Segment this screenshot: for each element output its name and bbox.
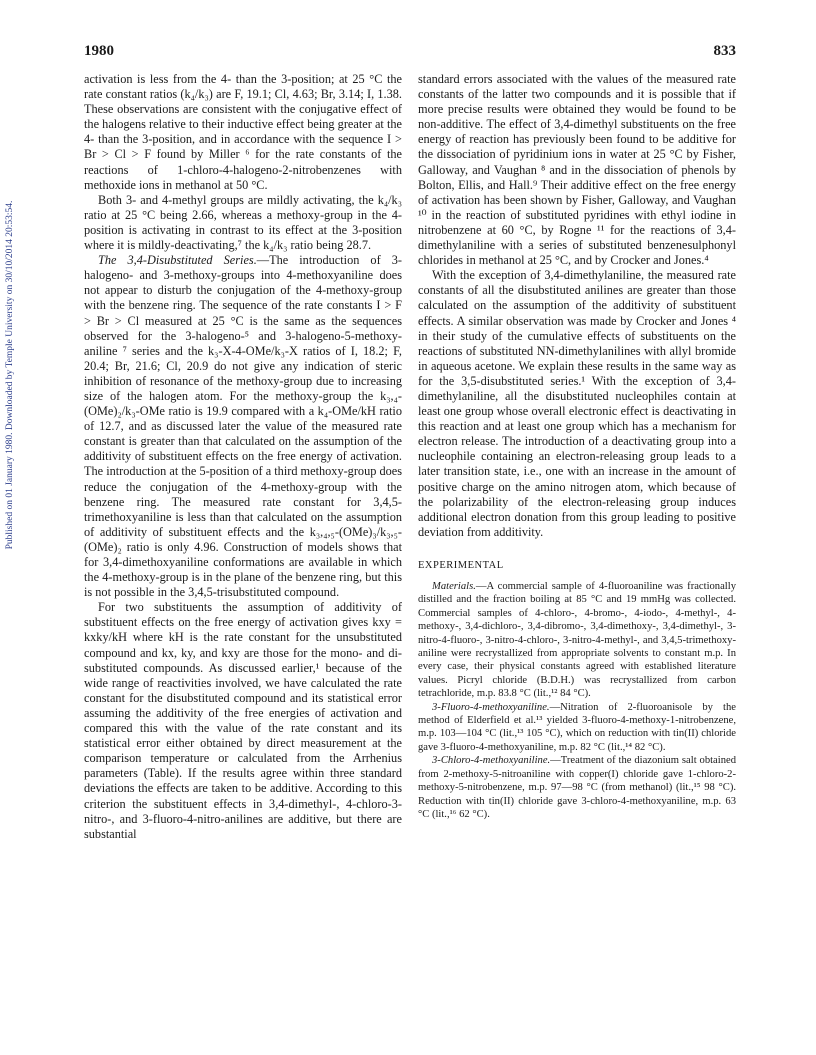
chloro-methoxyaniline-body: —Treatment of the diazonium salt obtained from 2-methoxy-5-nitroaniline with copper(I) chloride gave 1-chloro-2-methoxy-5-nitrobenzene, m.p. 97—98 °C (from methanol) (lit.,¹⁵ 98 °C). Reduction with tin(II) chloride gave 3-chloro-4-methoxyaniline, m.p. 63 °C (lit.,¹⁶ 62 °C).: [418, 755, 736, 820]
section-heading-disubstituted: The 3,4-Disubstituted Series.: [98, 253, 257, 268]
chloro-methoxyaniline-paragraph: [418, 754, 736, 821]
left-paragraph-3: [84, 253, 402, 600]
right-paragraph-2: With the exception of 3,4-dimethylaniline, the measured rate constants of all the disubstituted anilines are greater than those calculated on the assumption of the additivity of substituent effects. A similar observation was made by Crocker and Jones ⁴ in their study of the cumulative effects of substituents on the reactions of substituted NN-dimethylanilines with allyl bromide in aqueous acetone. We explain these results in the same way as for the 3,5-disubstituted series.¹ With the exception of 3,4-dimethylaniline, all the disubstituted nucleophiles contain at least one group whose overall electronic effect is deactivating in this reaction and at least one group which has a mechanism for electron release. The introduction of a deactivating group into a nucleophile containing an electron-releasing group leads to a later transition state, i.e., one with an increase in the amount of positive charge on the amino nitrogen atom, which because of the polarizability of the electron-releasing group induces additional electron donation from this group leading to positive deviation from additivity.: [418, 268, 736, 539]
materials-body: —A commercial sample of 4-fluoroaniline was fractionally distilled and the fraction boiling at 85 °C and 19 mmHg was collected. Commercial samples of 4-chloro-, 4-bromo-, 4-iodo-, 4-methyl-, 4-methoxy-, 3,4-dichloro-, 3,4-dibromo-, 3,4-dimethoxy-, 3,4-dimethyl-, 3-nitro-4-fluoro-, 3-nitro-4-chloro-, 3-nitro-4-methyl-, and 3,4,5-trimethoxy-aniline were recrystallized from appropriate solvents to constant m.p. In every case, their physical constants agreed with established literature values. Picryl chloride (B.D.H.) was recrystallized from carbon tetrachloride, m.p. 83.8 °C (lit.,¹² 84 °C).: [418, 581, 736, 700]
running-header-year: 1980: [84, 43, 114, 59]
materials-heading: Materials.: [432, 581, 476, 592]
left-paragraph-1: activation is less from the 4- than the 3-position; at 25 °C the rate constant ratios (k₄/k₃) are F, 19.1; Cl, 4.63; Br, 3.14; I, 1.38. These observations are consistent with the conjugative effect of the halogens relative to their inductive effect being greater at the 4- than the 3-position, and in accordance with the sequence I > Br > Cl > F found by Miller ⁶ for the rate constants of the reactions of 1-chloro-4-halogeno-2-nitrobenzenes with methoxide ions in methanol at 50 °C.: [84, 72, 402, 192]
chloro-methoxyaniline-heading: 3-Chloro-4-methoxyaniline.: [432, 755, 551, 767]
fluoro-methoxyaniline-heading: 3-Fluoro-4-methoxyaniline.: [432, 701, 550, 713]
page-number: 833: [713, 43, 736, 59]
download-watermark[interactable]: [3, 92, 17, 658]
left-paragraph-3-body: —The introduction of 3-halogeno- and 3-methoxy-groups into 4-methoxyaniline does not appear to disturb the conjugation of the 4-methoxy-group with the benzene ring. The sequence of the rate constants I > F > Br > Cl measured at 25 °C is the same as the sequences observed for the 3-halogeno-⁵ and 3-halogeno-5-methoxy-aniline ⁷ series and the k₃-X-4-OMe/k₃-X ratios of I, 18.2; F, 20.4; Br, 21.6; Cl, 20.9 do not give any indication of steric inhibition of resonance of the methoxy-group due to increasing size of the halogen atom. For the methoxy-group the k₃,₄-(OMe)₂/k₃-OMe ratio is 19.9 compared with a k₄-OMe/kH ratio of 12.7, and as discussed later the value of the measured rate constant is greater than that calculated on the assumption of the additivity of substituent effects on the free energy of activation. The introduction at the 5-position of a third methoxy-group does reduce the conjugation of the 4-methoxy-group with the benzene ring. The measured rate constant for 3,4,5-trimethoxyaniline is less than that calculated on the assumption of additivity of substituent effects and the k₃,₄,₅-(OMe)₃/k₃,₅-(OMe)₂ ratio is only 4.96. Construction of models shows that for 3,4-dimethoxyaniline conformations are available in which the 4-methoxy-group is in the plane of the benzene ring, but this is not possible in the 3,4,5-trisubstituted compound.: [84, 253, 402, 600]
experimental-section: [418, 580, 736, 821]
left-paragraph-2: Both 3- and 4-methyl groups are mildly activating, the k₄/k₃ ratio at 25 °C being 2.66, whereas a methoxy-group in the 4-position is activating in contrast to its effect at the 3-position where it is mildly-deactivating,⁷ the k₄/k₃ ratio being 28.7.: [84, 192, 402, 253]
right-column: [418, 72, 736, 821]
materials-paragraph: [418, 580, 736, 701]
fluoro-methoxyaniline-paragraph: [418, 701, 736, 755]
left-paragraph-4: For two substituents the assumption of additivity of substituent effects on the free energy of activation gives kxy = kxky/kH where kH is the rate constant for the unsubstituted compound and kx, ky, and kxy are those for the mono- and di-substituted compounds. As discussed earlier,¹ because of the wide range of reactivities involved, we have calculated the rate constant for the disubstituted compound and its statistical error assuming the additivity of the free energies of activation and compared this with the value of the rate constant and its statistical error either obtained by direct measurement at the comparison temperature or calculated from the Arrhenius parameters (Table). If the results agree within three standard deviations the effects are taken to be additive. According to this criterion the substituent effects in 3,4-dimethyl-, 4-chloro-3-nitro-, and 3-fluoro-4-nitro-anilines are additive, but there are substantial: [84, 600, 402, 841]
download-watermark-text[interactable]: Published on 01 January 1980. Downloaded by Temple University on 30/10/2014 20:53:54.: [5, 200, 15, 550]
right-paragraph-1: standard errors associated with the values of the measured rate constants of the latter two compounds and it is possible that if more precise results were obtained they would be found to be non-additive. The effect of 3,4-dimethyl substituents on the free energy of reaction has previously been found to be additive for the dissociation of pyridinium ions in water at 25 °C by Fisher, Galloway, and Vaughan ⁸ and in the dissociation of phenols by Bolton, Ellis, and Hall.⁹ Their additive effect on the free energy of activation has been shown by Fisher, Galloway, and Vaughan ¹⁰ in the reaction of substituted pyridines with ethyl iodine in nitrobenzene at 60 °C, by Rogne ¹¹ for the reactions of 3,4-dimethylaniline with a series of substituted benzenesulphonyl chlorides in methanol at 25 °C, and by Crocker and Jones.⁴: [418, 72, 736, 268]
experimental-heading: EXPERIMENTAL: [418, 559, 504, 571]
left-column: [84, 72, 402, 842]
fluoro-methoxyaniline-body: —Nitration of 2-fluoroanisole by the method of Elderfield et al.¹³ yielded 3-fluoro-4-methoxy-1-nitrobenzene, m.p. 103—104 °C (lit.,¹³ 105 °C), which on reduction with tin(II) chloride gave 3-fluoro-4-methoxyaniline, m.p. 82 °C (lit.,¹⁴ 82 °C).: [418, 701, 736, 753]
